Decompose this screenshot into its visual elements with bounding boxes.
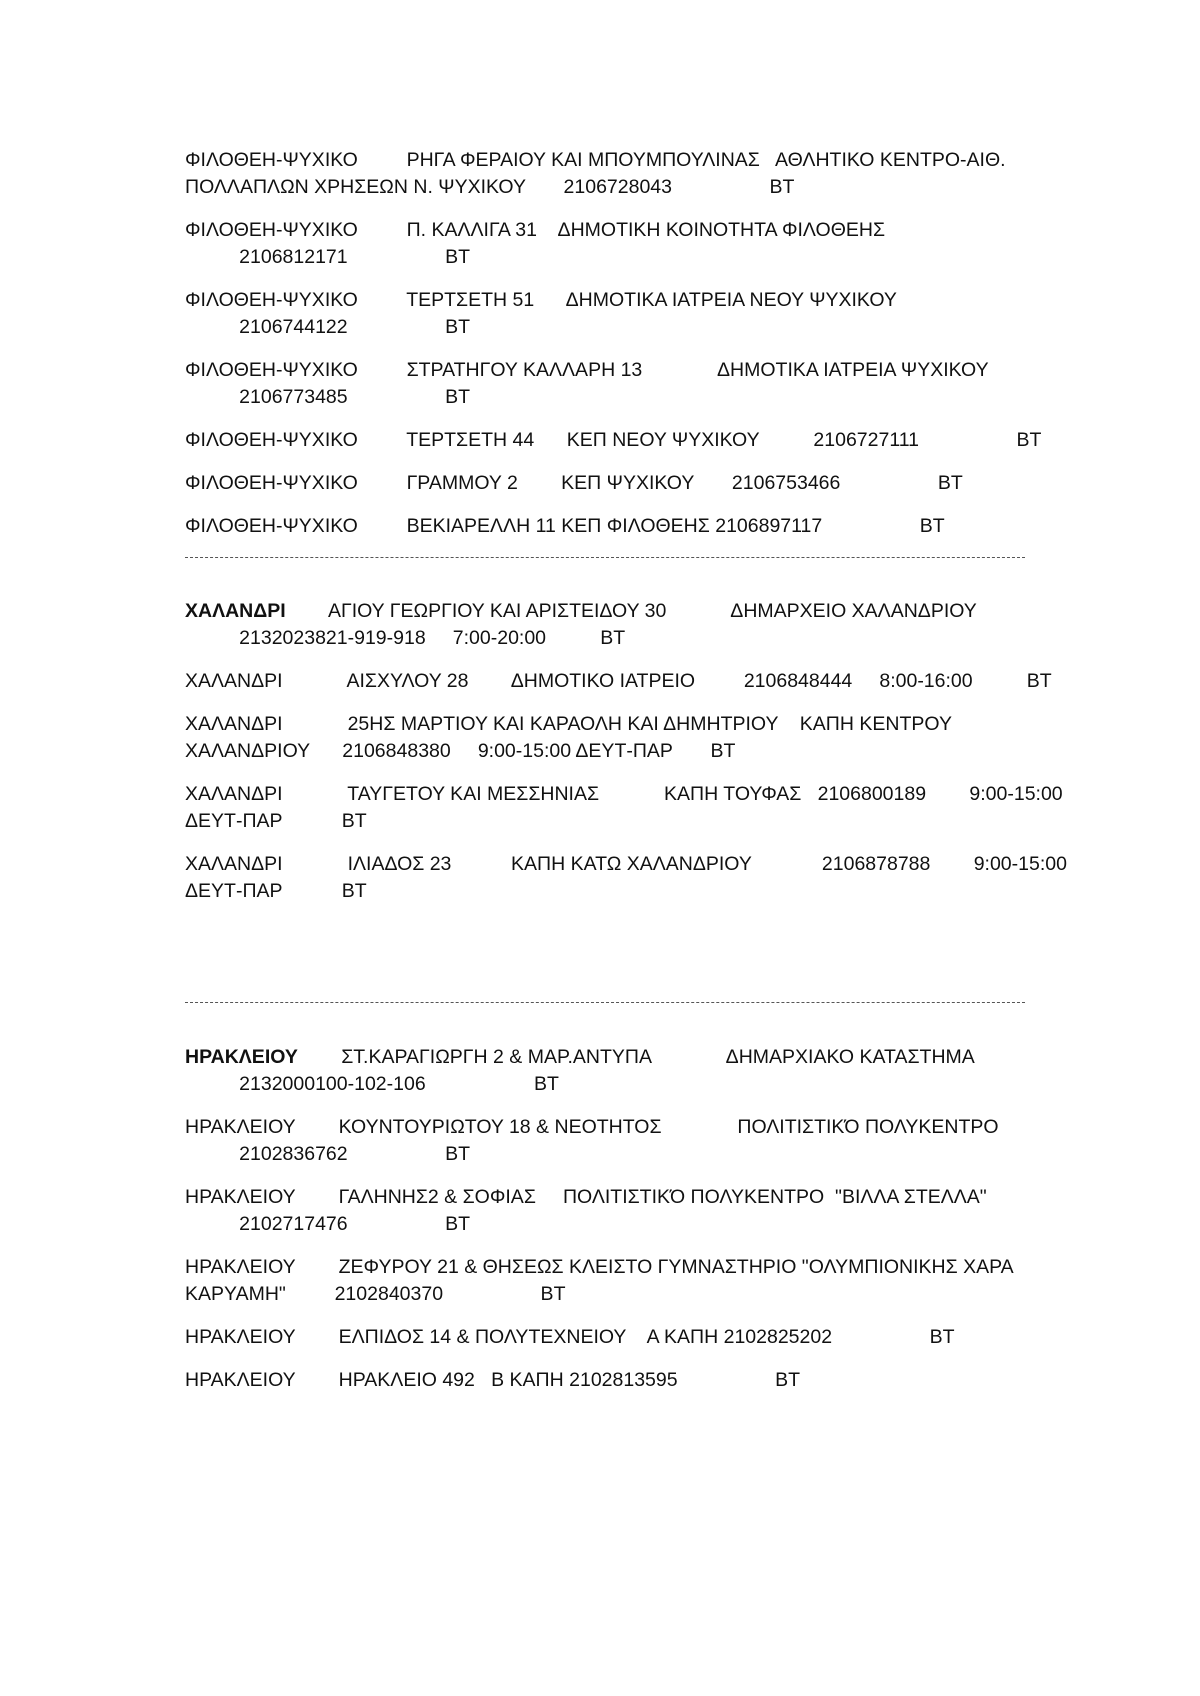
entry-line: ΦΙΛΟΘΕΗ-ΨΥΧΙΚΟ ΣΤΡΑΤΗΓΟΥ ΚΑΛΛΑΡΗ 13 ΔΗΜΟΤΙΚΑ ΙΑΤΡΕΙΑ ΨΥΧΙΚΟΥ: [185, 359, 989, 381]
entry-line: ΔΕΥΤ-ΠΑΡ ΒΤ: [185, 810, 367, 832]
entry-text: ΣΤ.ΚΑΡΑΓΙΩΡΓΗ 2 & ΜΑΡ.ΑΝΤΥΠΑ ΔΗΜΑΡΧΙΑΚΟ ΚΑΤΑΣΤΗΜΑ: [297, 1046, 975, 1068]
entry-line: ΗΡΑΚΛΕΙΟΥ ΚΟΥΝΤΟΥΡΙΩΤΟΥ 18 & ΝΕΟΤΗΤΟΣ ΠΟΛΙΤΙΣΤΙΚΌ ΠΟΛΥΚΕΝΤΡΟ: [185, 1116, 999, 1138]
entry-line: 2132000100-102-106 ΒΤ: [185, 1073, 559, 1095]
entry-line: 2106773485 ΒΤ: [185, 386, 471, 408]
entry-line: ΦΙΛΟΘΕΗ-ΨΥΧΙΚΟ Π. ΚΑΛΛΙΓΑ 31 ΔΗΜΟΤΙΚΗ ΚΟΙΝΟΤΗΤΑ ΦΙΛΟΘΕΗΣ: [185, 219, 886, 241]
entry-line: ΗΡΑΚΛΕΙΟΥ ΖΕΦΥΡΟΥ 21 & ΘΗΣΕΩΣ ΚΛΕΙΣΤΟ ΓΥΜΝΑΣΤΗΡΙΟ "ΟΛΥΜΠΙΟΝΙΚΗΣ ΧΑΡΑ: [185, 1256, 1014, 1278]
entry-line: ΦΙΛΟΘΕΗ-ΨΥΧΙΚΟ ΤΕΡΤΣΕΤΗ 44 ΚΕΠ ΝΕΟΥ ΨΥΧΙΚΟΥ 2106727111 ΒΤ: [185, 429, 1042, 451]
entry-line: 2102717476 ΒΤ: [185, 1213, 471, 1235]
entry-line: ΠΟΛΛΑΠΛΩΝ ΧΡΗΣΕΩΝ Ν. ΨΥΧΙΚΟΥ 2106728043 ΒΤ: [185, 176, 795, 198]
area-heading: ΧΑΛΑΝΔΡΙ: [185, 600, 286, 622]
entry-line: ΗΡΑΚΛΕΙΟΥ ΓΑΛΗΝΗΣ2 & ΣΟΦΙΑΣ ΠΟΛΙΤΙΣΤΙΚΌ ΠΟΛΥΚΕΝΤΡΟ "ΒΙΛΛΑ ΣΤΕΛΛΑ": [185, 1186, 987, 1208]
entry-line: 2102836762 ΒΤ: [185, 1143, 471, 1165]
entry-line: ΧΑΛΑΝΔΡΙΟΥ 2106848380 9:00-15:00 ΔΕΥΤ-ΠΑΡ ΒΤ: [185, 740, 736, 762]
entry-line: ΦΙΛΟΘΕΗ-ΨΥΧΙΚΟ ΤΕΡΤΣΕΤΗ 51 ΔΗΜΟΤΙΚΑ ΙΑΤΡΕΙΑ ΝΕΟΥ ΨΥΧΙΚΟΥ: [185, 289, 897, 311]
entry-line: [185, 597, 1045, 626]
entry-line: ΧΑΛΑΝΔΡΙ 25ΗΣ ΜΑΡΤΙΟΥ ΚΑΙ ΚΑΡΑΟΛΗ ΚΑΙ ΔΗΜΗΤΡΙΟΥ ΚΑΠΗ ΚΕΝΤΡΟΥ: [185, 713, 952, 735]
entry-line: [185, 1043, 1045, 1072]
entry-line: 2132023821-919-918 7:00-20:00 ΒΤ: [185, 627, 626, 649]
entry-text: ΑΓΙΟΥ ΓΕΩΡΓΙΟΥ ΚΑΙ ΑΡΙΣΤΕΙΔΟΥ 30 ΔΗΜΑΡΧΕΙΟ ΧΑΛΑΝΔΡΙΟΥ: [285, 600, 977, 622]
entry-line: ΦΙΛΟΘΕΗ-ΨΥΧΙΚΟ ΓΡΑΜΜΟΥ 2 ΚΕΠ ΨΥΧΙΚΟΥ 2106753466 ΒΤ: [185, 472, 963, 494]
section-divider: [185, 1002, 1025, 1003]
entry-line: ΧΑΛΑΝΔΡΙ ΤΑΥΓΕΤΟΥ ΚΑΙ ΜΕΣΣΗΝΙΑΣ ΚΑΠΗ ΤΟΥΦΑΣ 2106800189 9:00-15:00: [185, 783, 1063, 805]
entry-line: ΧΑΛΑΝΔΡΙ ΙΛΙΑΔΟΣ 23 ΚΑΠΗ ΚΑΤΩ ΧΑΛΑΝΔΡΙΟΥ 2106878788 9:00-15:00: [185, 853, 1067, 875]
entry-line: 2106744122 ΒΤ: [185, 316, 471, 338]
area-heading: ΗΡΑΚΛΕΙΟΥ: [185, 1046, 298, 1068]
entry-line: 2106812171 ΒΤ: [185, 246, 471, 268]
entry-line: ΦΙΛΟΘΕΗ-ΨΥΧΙΚΟ ΒΕΚΙΑΡΕΛΛΗ 11 ΚΕΠ ΦΙΛΟΘΕΗΣ 2106897117 ΒΤ: [185, 515, 945, 537]
entry-line: ΗΡΑΚΛΕΙΟΥ ΗΡΑΚΛΕΙΟ 492 Β ΚΑΠΗ 2102813595 ΒΤ: [185, 1369, 801, 1391]
entry-line: ΔΕΥΤ-ΠΑΡ ΒΤ: [185, 880, 367, 902]
entry-line: ΧΑΛΑΝΔΡΙ ΑΙΣΧΥΛΟΥ 28 ΔΗΜΟΤΙΚΟ ΙΑΤΡΕΙΟ 2106848444 8:00-16:00 ΒΤ: [185, 670, 1052, 692]
section-divider: [185, 557, 1025, 558]
entry-line: ΗΡΑΚΛΕΙΟΥ ΕΛΠΙΔΟΣ 14 & ΠΟΛΥΤΕΧΝΕΙΟΥ Α ΚΑΠΗ 2102825202 ΒΤ: [185, 1326, 955, 1348]
entry-line: ΚΑΡΥΑΜΗ" 2102840370 ΒΤ: [185, 1283, 566, 1305]
entry-line: ΦΙΛΟΘΕΗ-ΨΥΧΙΚΟ ΡΗΓΑ ΦΕΡΑΙΟΥ ΚΑΙ ΜΠΟΥΜΠΟΥΛΙΝΑΣ ΑΘΛΗΤΙΚΟ ΚΕΝΤΡΟ-ΑΙΘ.: [185, 149, 1006, 171]
